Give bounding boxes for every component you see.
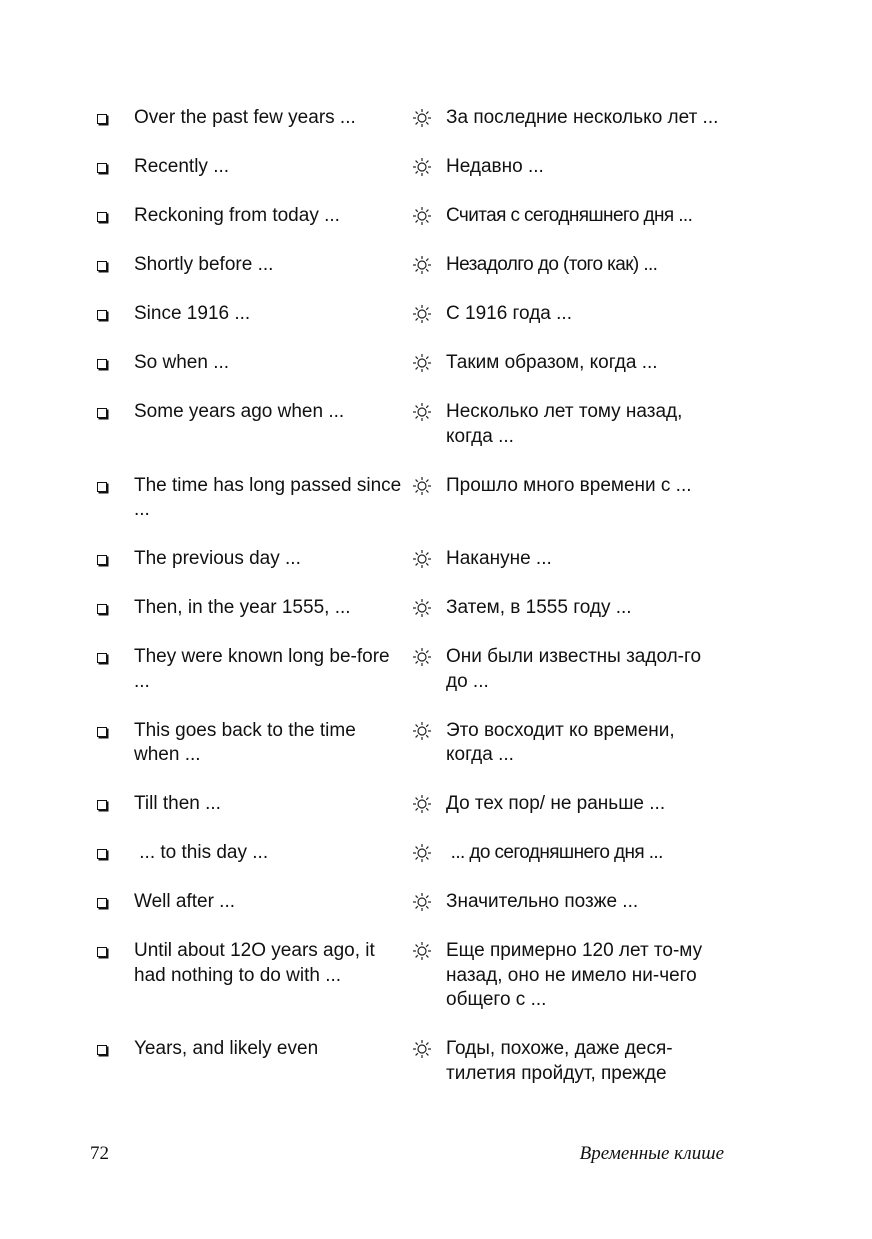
list-item	[94, 596, 744, 621]
english-phrase: Some years ago when ...	[134, 401, 345, 422]
checkbox-icon	[94, 645, 134, 670]
list-item	[94, 792, 744, 817]
english-phrase: Reckoning from today ...	[134, 205, 340, 226]
english-phrase: Till then ...	[134, 793, 221, 814]
english-phrase: Well after ...	[134, 891, 236, 912]
checkbox-icon	[94, 792, 134, 817]
list-item	[94, 351, 744, 376]
list-item	[94, 204, 744, 229]
russian-phrase: Это восходит ко времени, когда ...	[446, 719, 675, 765]
sun-icon	[406, 253, 446, 278]
checkbox-icon	[94, 939, 134, 964]
checkbox-icon	[94, 890, 134, 915]
russian-phrase: Затем, в 1555 году ...	[446, 597, 632, 618]
checkbox-icon	[94, 547, 134, 572]
english-phrase: Then, in the year 1555, ...	[134, 597, 351, 618]
russian-phrase: Незадолго до (того как) ...	[446, 254, 658, 275]
english-phrase: Years, and likely even	[134, 1038, 319, 1059]
sun-icon	[406, 645, 446, 670]
list-item	[94, 400, 744, 449]
checkbox-icon	[94, 841, 134, 866]
list-item	[94, 474, 744, 523]
sun-icon	[406, 841, 446, 866]
list-item	[94, 547, 744, 572]
checkbox-icon	[94, 474, 134, 499]
checkbox-icon	[94, 106, 134, 131]
english-phrase: ... to this day ...	[134, 842, 269, 863]
sun-icon	[406, 155, 446, 180]
russian-phrase: Несколько лет тому назад, когда ...	[446, 401, 683, 447]
russian-phrase: Еще примерно 120 лет то-му назад, оно не имело ни-чего общего с ...	[446, 940, 703, 1010]
russian-phrase: За последние несколько лет ...	[446, 107, 719, 128]
checkbox-icon	[94, 204, 134, 229]
english-phrase: The time has long passed since ...	[134, 474, 402, 520]
russian-phrase: Прошло много времени с ...	[446, 474, 692, 496]
russian-phrase: Они были известны задол-го до ...	[446, 646, 702, 692]
list-item	[94, 106, 744, 131]
sun-icon	[406, 890, 446, 915]
english-phrase: The previous day ...	[134, 548, 301, 569]
checkbox-icon	[94, 596, 134, 621]
sun-icon	[406, 1037, 446, 1062]
russian-phrase: Недавно ...	[446, 156, 544, 177]
checkbox-icon	[94, 351, 134, 376]
checkbox-icon	[94, 1037, 134, 1062]
page-number: 72	[90, 1143, 109, 1164]
sun-icon	[406, 302, 446, 327]
phrase-list	[94, 106, 744, 1111]
russian-phrase: С 1916 года ...	[446, 303, 572, 324]
sun-icon	[406, 596, 446, 621]
list-item	[94, 1037, 744, 1086]
list-item	[94, 719, 744, 768]
checkbox-icon	[94, 253, 134, 278]
russian-phrase: Накануне ...	[446, 548, 552, 569]
english-phrase: Until about 12O years ago, it had nothing to do with ...	[134, 940, 375, 986]
list-item	[94, 253, 744, 278]
list-item	[94, 155, 744, 180]
sun-icon	[406, 939, 446, 964]
russian-phrase: До тех пор/ не раньше ...	[446, 793, 666, 814]
english-phrase: Over the past few years ...	[134, 107, 356, 128]
checkbox-icon	[94, 400, 134, 425]
english-phrase: This goes back to the time when ...	[134, 719, 356, 765]
russian-phrase: Годы, похоже, даже деся-тилетия пройдут, прежде	[446, 1038, 673, 1084]
list-item	[94, 841, 744, 866]
sun-icon	[406, 106, 446, 131]
checkbox-icon	[94, 719, 134, 744]
english-phrase: Since 1916 ...	[134, 303, 251, 324]
english-phrase: So when ...	[134, 352, 230, 373]
list-item	[94, 939, 744, 1013]
list-item	[94, 302, 744, 327]
russian-phrase: ... до сегодняшнего дня ...	[446, 842, 663, 863]
sun-icon	[406, 547, 446, 572]
sun-icon	[406, 792, 446, 817]
list-item	[94, 645, 744, 694]
sun-icon	[406, 351, 446, 376]
english-phrase: Recently ...	[134, 156, 230, 177]
sun-icon	[406, 400, 446, 425]
checkbox-icon	[94, 302, 134, 327]
english-phrase: Shortly before ...	[134, 254, 274, 275]
running-title: Временные клише	[579, 1143, 724, 1164]
russian-phrase: Считая с сегодняшнего дня ...	[446, 205, 693, 226]
checkbox-icon	[94, 155, 134, 180]
english-phrase: They were known long be-fore ...	[134, 646, 390, 692]
sun-icon	[406, 474, 446, 499]
sun-icon	[406, 719, 446, 744]
sun-icon	[406, 204, 446, 229]
russian-phrase: Значительно позже ...	[446, 891, 639, 912]
russian-phrase: Таким образом, когда ...	[446, 352, 658, 373]
list-item	[94, 890, 744, 915]
